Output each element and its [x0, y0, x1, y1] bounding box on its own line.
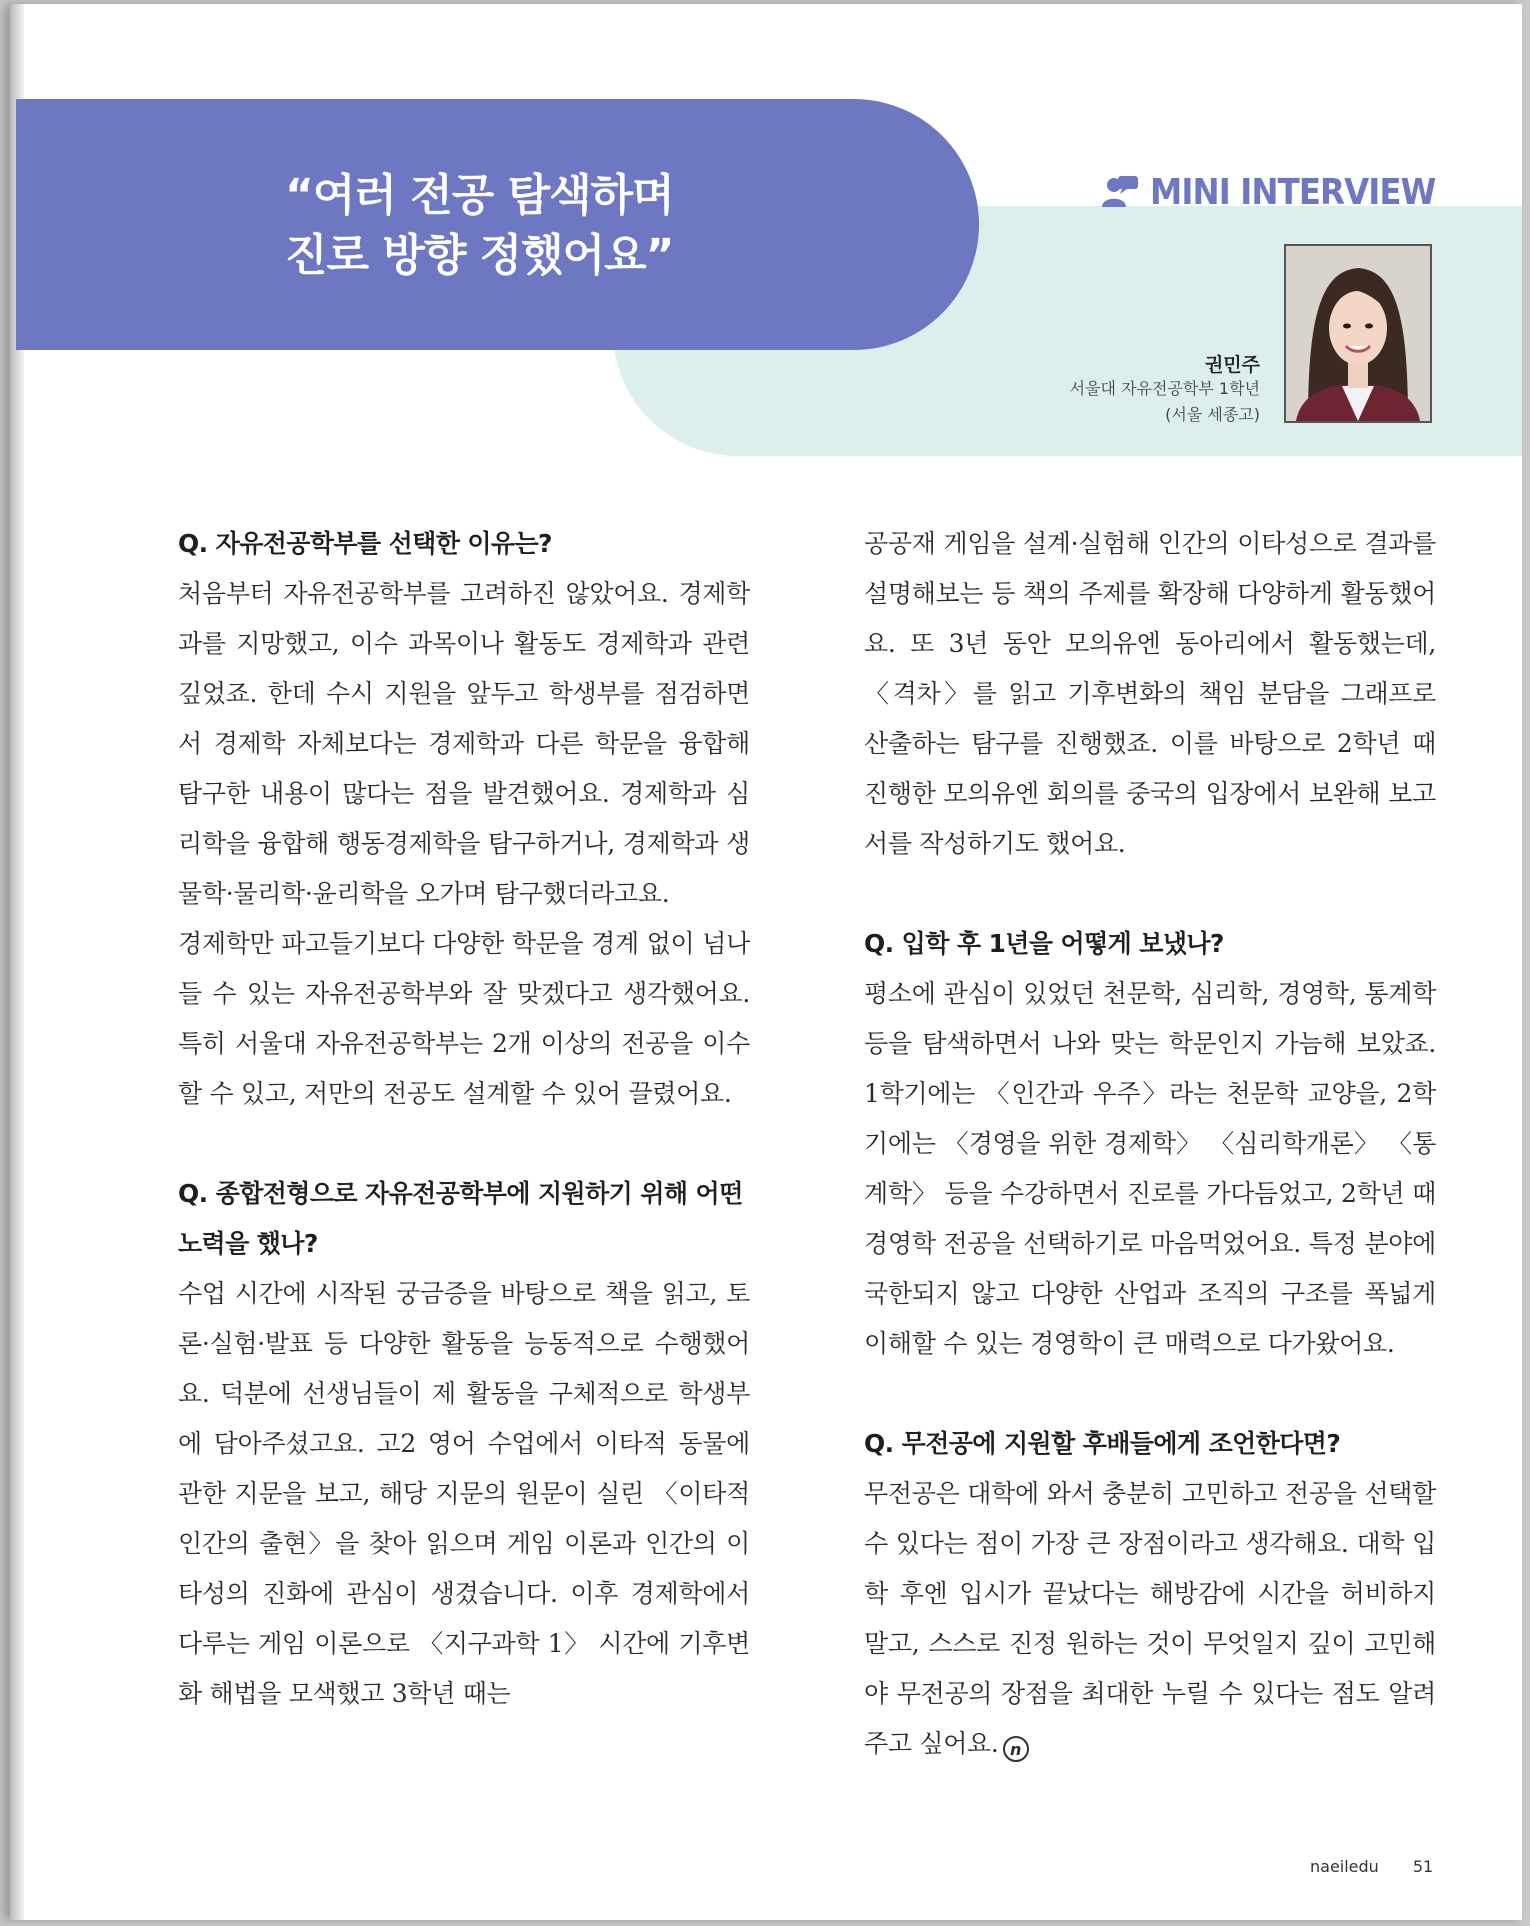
question-heading: Q. 종합전형으로 자유전공학부에 지원하기 위해 어떤 노력을 했나?	[178, 1179, 743, 1258]
answer-paragraph	[864, 1469, 1436, 1769]
answer-paragraph: 경제학만 파고들기보다 다양한 학문을 경계 없이 넘나들 수 있는 자유전공학부와 잘 맞겠다고 생각했어요. 특히 서울대 자유전공학부는 2개 이상의 전공을 이수할 수 있고, 저만의 전공도 설계할 수 있어 끌렸어요.	[178, 929, 750, 1108]
interviewee-affiliation	[1070, 376, 1260, 428]
title-line-2: 진로 방향 정했어요”	[285, 230, 674, 281]
section-label	[1100, 172, 1467, 213]
page-footer	[1310, 1857, 1433, 1876]
answer-paragraph: 수업 시간에 시작된 궁금증을 바탕으로 책을 읽고, 토론·실험·발표 등 다양한 활동을 능동적으로 수행했어요. 덕분에 선생님들이 제 활동을 구체적으로 학생부에 담아주셨고요. 고2 영어 수업에서 이타적 동물에 관한 지문을 보고, 해당 지문의 원문이 실린 〈이타적 인간의 출현〉을 찾아 읽으며 게임 이론과 인간의 이타성의 진화에 관심이 생겼습니다. 이후 경제학에서 다루는 게임 이론으로 〈지구과학 1〉 시간에 기후변화 해법을 모색했고 3학년 때는	[178, 1279, 750, 1708]
footer-brand: naeiledu	[1310, 1857, 1379, 1876]
high-school-line: (서울 세종고)	[1165, 405, 1260, 424]
question-heading: Q. 입학 후 1년을 어떻게 보냈나?	[864, 929, 1224, 958]
answer-text: 무전공은 대학에 와서 충분히 고민하고 전공을 선택할 수 있다는 점이 가장 큰 장점이라고 생각해요. 대학 입학 후엔 입시가 끝났다는 해방감에 시간을 허비하지 말고, 스스로 진정 원하는 것이 무엇일지 깊이 고민해야 무전공의 장점을 최대한 누릴 수 있다는 점도 알려주고 싶어요.	[864, 1479, 1436, 1758]
right-column	[864, 519, 1436, 1769]
left-column	[178, 519, 750, 1719]
question-heading: Q. 무전공에 지원할 후배들에게 조언한다면?	[864, 1429, 1341, 1458]
answer-paragraph: 공공재 게임을 설계·실험해 인간의 이타성으로 결과를 설명해보는 등 책의 주제를 확장해 다양하게 활동했어요. 또 3년 동안 모의유엔 동아리에서 활동했는데, 〈격차〉를 읽고 기후변화의 책임 분담을 그래프로 산출하는 탐구를 진행했죠. 이를 바탕으로 2학년 때 진행한 모의유엔 회의를 중국의 입장에서 보완해 보고서를 작성하기도 했어요.	[864, 529, 1436, 858]
page-number: 51	[1412, 1857, 1434, 1876]
answer-paragraph: 평소에 관심이 있었던 천문학, 심리학, 경영학, 통계학 등을 탐색하면서 나와 맞는 학문인지 가늠해 보았죠. 1학기에는 〈인간과 우주〉라는 천문학 교양을, 2학기에는 〈경영을 위한 경제학〉 〈심리학개론〉 〈통계학〉 등을 수강하면서 진로를 가다듬었고, 2학년 때 경영학 전공을 선택하기로 마음먹었어요. 특정 분야에 국한되지 않고 다양한 산업과 조직의 구조를 폭넓게 이해할 수 있는 경영학이 큰 매력으로 다가왔어요.	[864, 979, 1436, 1358]
interviewee-name: 권민주	[1204, 354, 1260, 376]
section-label-text: MINI INTERVIEW	[1150, 172, 1436, 213]
title-line-1: “여러 전공 탐색하며	[285, 170, 674, 221]
affiliation-line: 서울대 자유전공학부 1학년	[1069, 379, 1260, 398]
page-title	[285, 166, 674, 286]
magazine-page	[10, 4, 1522, 1920]
end-mark-icon: n	[1003, 1736, 1029, 1762]
interviewee-photo	[1284, 244, 1432, 423]
interview-icon	[1100, 174, 1140, 212]
question-heading: Q. 자유전공학부를 선택한 이유는?	[178, 529, 552, 558]
answer-paragraph: 처음부터 자유전공학부를 고려하진 않았어요. 경제학과를 지망했고, 이수 과목이나 활동도 경제학과 관련 깊었죠. 한데 수시 지원을 앞두고 학생부를 점검하면서 경제학 자체보다는 경제학과 다른 학문을 융합해 탐구한 내용이 많다는 점을 발견했어요. 경제학과 심리학을 융합해 행동경제학을 탐구하거나, 경제학과 생물학·물리학·윤리학을 오가며 탐구했더라고요.	[178, 579, 750, 908]
